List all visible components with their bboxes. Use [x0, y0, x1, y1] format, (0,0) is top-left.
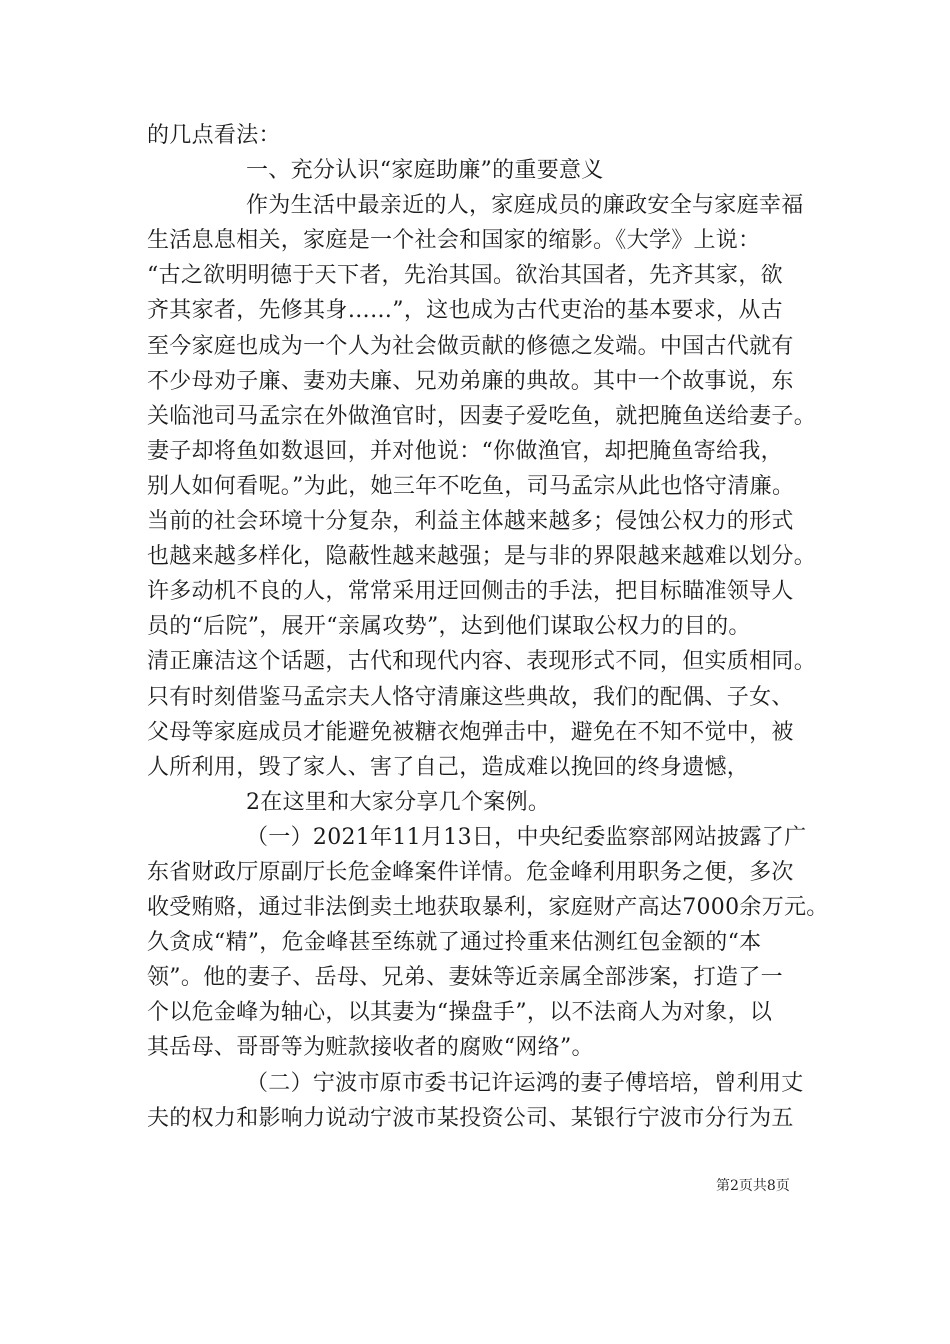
- paragraph-line: 妻子却将鱼如数退回，并对他说：“你做渔官，却把腌鱼寄给我，: [147, 438, 783, 464]
- paragraph-line: 其岳母、哥哥等为赃款接收者的腐败“网络”。: [147, 1035, 594, 1061]
- paragraph-line: 作为生活中最亲近的人，家庭成员的廉政安全与家庭幸福: [246, 193, 804, 219]
- case-heading-line: （一）2021年11月13日，中央纪委监察部网站披露了广: [246, 824, 807, 850]
- paragraph-line: 别人如何看呢。”为此，她三年不吃鱼，司马孟宗从此也恪守清廉。: [147, 473, 795, 499]
- page-number: 第2页共8页: [716, 1178, 790, 1194]
- paragraph-line: “古之欲明明德于天下者，先治其国。欲治其国者，先齐其家，欲: [147, 263, 783, 289]
- paragraph-line: 员的“后院”，展开“亲属攻势”，达到他们谋取公权力的目的。: [147, 614, 751, 640]
- document-body: [147, 118, 827, 1136]
- paragraph-line: 关临池司马孟宗在外做渔官时，因妻子爱吃鱼，就把腌鱼送给妻子。: [147, 403, 817, 429]
- paragraph-line: 夫的权力和影响力说动宁波市某投资公司、某银行宁波市分行为五: [147, 1105, 794, 1131]
- paragraph-line: 当前的社会环境十分复杂，利益主体越来越多；侵蚀公权力的形式: [147, 509, 794, 535]
- paragraph-line: 生活息息相关，家庭是一个社会和国家的缩影。《大学》上说：: [147, 228, 761, 254]
- paragraph-line: 至今家庭也成为一个人为社会做贡献的修德之发端。中国古代就有: [147, 333, 794, 359]
- paragraph-line: 许多动机不良的人，常常采用迂回侧击的手法，把目标瞄准领导人: [147, 579, 794, 605]
- case-heading-line: （二）宁波市原市委书记许运鸿的妻子傅培培，曾利用丈: [246, 1070, 804, 1096]
- paragraph-line: 也越来越多样化，隐蔽性越来越强；是与非的界限越来越难以划分。: [147, 544, 817, 570]
- paragraph-line: 个以危金峰为轴心，以其妻为“操盘手”，以不法商人为对象，以: [147, 1000, 773, 1026]
- paragraph-line: 父母等家庭成员才能避免被糖衣炮弹击中，避免在不知不觉中，被: [147, 719, 794, 745]
- paragraph-line: 齐其家者，先修其身……”，这也成为古代吏治的基本要求，从古: [147, 298, 783, 324]
- paragraph-line: 久贪成“精”，危金峰甚至练就了通过拎重来估测红包金额的“本: [147, 930, 762, 956]
- paragraph-line: 不少母劝子廉、妻劝夫廉、兄劝弟廉的典故。其中一个故事说，东: [147, 368, 794, 394]
- paragraph-line: 的几点看法：: [147, 123, 281, 148]
- paragraph-line: 清正廉洁这个话题，古代和现代内容、表现形式不同，但实质相同。: [147, 649, 817, 675]
- paragraph-line: 人所利用，毁了家人、害了自己，造成难以挽回的终身遗憾，: [147, 754, 750, 780]
- paragraph-line: 收受贿赂，通过非法倒卖土地获取暴利，家庭财产高达7000余万元。: [147, 895, 829, 921]
- paragraph-line: 领”。他的妻子、岳母、兄弟、妻妹等近亲属全部涉案，打造了一: [147, 965, 783, 991]
- paragraph-line: 只有时刻借鉴马孟宗夫人恪守清廉这些典故，我们的配偶、子女、: [147, 684, 794, 710]
- section-heading: 一、充分认识“家庭助廉”的重要意义: [246, 158, 604, 184]
- paragraph-line: 2在这里和大家分享几个案例。: [246, 789, 551, 815]
- paragraph-line: 东省财政厅原副厅长危金峰案件详情。危金峰利用职务之便，多次: [147, 859, 794, 885]
